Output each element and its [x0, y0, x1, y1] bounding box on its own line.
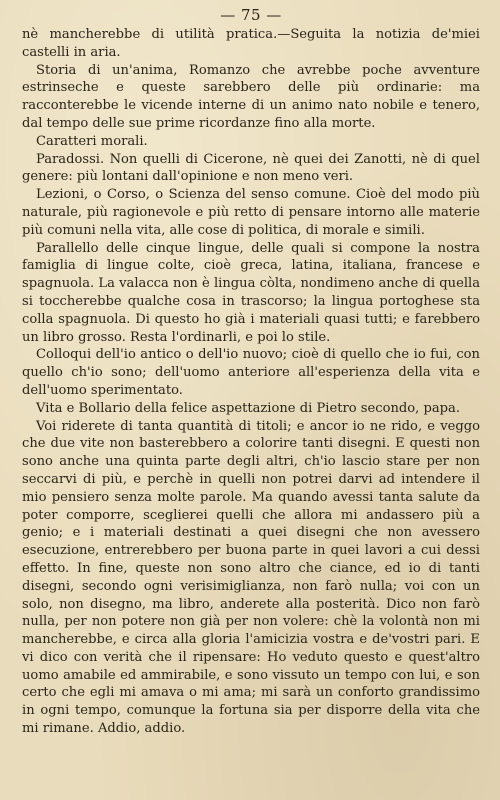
- paragraph-vita: Vita e Bollario della felice aspettazione di Pietro secondo, papa.: [36, 400, 461, 416]
- paragraph-parallello: Parallello delle cinque lingue, delle quali si compone la nostra famiglia di lingue colte, cioè greca, latina, italiana, francese e spagnuola. La valacca non è lingua còlta, nondimeno anche di quella si toccherebbe qualche cosa in trascorso; la lingua portoghese sta colla spagnuola. Di questo ho già i materiali quasi tutti; e farebbero un libro grosso. Resta l'ordinarli, e poi lo stile.: [22, 240, 480, 345]
- paragraph-continuation: nè mancherebbe di utilità pratica.—Seguita la notizia de'miei castelli in aria.: [22, 27, 480, 60]
- paragraph-colloqui: Colloqui dell'io antico o dell'io nuovo; cioè di quello che io fui, con quello ch'io sono; dell'uomo anteriore all'esperienza della vita e dell'uomo sperimentato.: [22, 347, 480, 398]
- paragraph-lezioni: Lezioni, o Corso, o Scienza del senso comune. Cioè del modo più naturale, più ragionevole e più retto di pensare intorno alle materie più comuni nella vita, alle cose di politica, di morale e simili.: [22, 187, 480, 238]
- paragraph-paradossi: Paradossi. Non quelli di Cicerone, nè quei dei Zanotti, nè di quel genere: più lontani dall'opinione e non meno veri.: [22, 151, 480, 185]
- paragraph-storia: Storia di un'anima, Romanzo che avrebbe poche avventure estrinseche e queste sarebbero delle più ordinarie: ma racconterebbe le vicende interne di un animo nato nobile e tenero, dal tempo delle sue prime ricordanze fino alla morte.: [22, 62, 480, 131]
- page-number-header: — 75 —: [220, 6, 282, 24]
- page-body: [22, 26, 480, 738]
- paragraph-voi-riderete: Voi riderete di tanta quantità di titoli; e ancor io ne rido, e veggo che due vite non basterebbero a colorire tanti disegni. E questi non sono anche una quinta parte degli altri, ch'io lascio stare per non seccarvi di più, e perchè in quelli non potrei darvi ad intendere il mio pensiero senza molte parole. Ma quando avessi tanta salute da poter comporre, sceglierei quelli che allora mi andassero più a genio; e i materiali destinati a quei disegni che non avessero esecuzione, entrerebbero per buona parte in quei lavori a cui dessi effetto. In fine, queste non sono altro che ciance, ed io di tanti disegni, secondo ogni verisimiglianza, non farò nulla; voi con un solo, non disegno, ma libro, anderete alla posterità. Dico non farò nulla, per non potere non già per non volere: chè la volontà non mi mancherebbe, e circa alla gloria l'amicizia vostra e de'vostri pari. E vi dico con verità che il ripensare: Ho veduto questo e quest'altro uomo amabile ed ammirabile, e sono vissuto un tempo con lui, e son certo che egli mi amava o mi ama; mi sarà un conforto grandissimo in ogni tempo, comunque la fortuna sia per disporre della vita che mi rimane. Addio, addio.: [22, 418, 480, 737]
- paragraph-caratteri: Caratteri morali.: [36, 133, 148, 149]
